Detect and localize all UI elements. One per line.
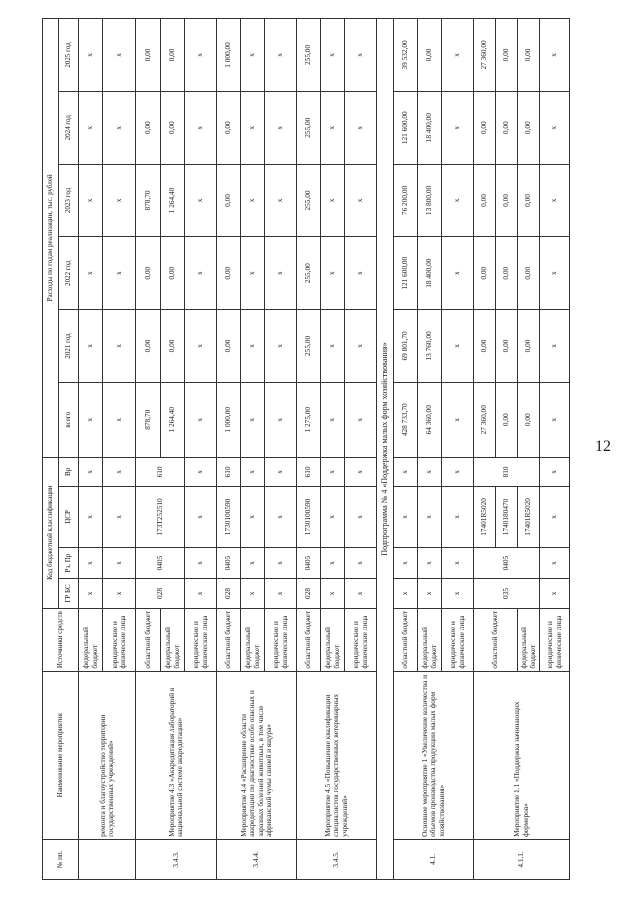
cell-x: x — [442, 164, 474, 237]
cell-x: x — [321, 382, 345, 457]
cell-name: Мероприятие 4.3 «Аккредитация лабораторий в национальной системе аккредитации» — [136, 671, 217, 839]
expenses-table — [42, 18, 570, 880]
table-row — [217, 19, 241, 880]
cell-x: x — [345, 457, 377, 486]
cell-x: x — [345, 164, 377, 237]
cell-x: x — [345, 19, 377, 92]
cell-x: x — [540, 19, 570, 92]
cell-name: Мероприятие 4.5 «Повышение квалификации специалистов государственных ветеринарных учреждений» — [297, 671, 377, 839]
cell-2022: 0,00 — [474, 237, 496, 310]
cell-total: 428 733,70 — [394, 382, 418, 457]
cell-x: x — [241, 164, 265, 237]
cell-x: x — [321, 310, 345, 383]
cell-source: юридические и физические лица — [345, 608, 377, 671]
cell-no: 3.4.4. — [217, 839, 297, 879]
cell-2021: 0,00 — [518, 310, 540, 383]
cell-x: x — [442, 91, 474, 164]
cell-x: x — [241, 547, 265, 578]
header-name: Наименование мероприятия — [43, 671, 79, 839]
cell-2021: 255,00 — [297, 310, 321, 383]
header-2022: 2022 год — [59, 237, 79, 310]
cell-source: федеральный бюджет — [161, 608, 185, 671]
table-row — [79, 19, 103, 880]
header-rzpr: Рз, Пр — [59, 547, 79, 578]
cell-x: x — [103, 579, 136, 608]
cell-2023: 1 264,40 — [161, 164, 185, 237]
cell-2023: 13 800,00 — [418, 164, 442, 237]
cell-x: x — [265, 19, 297, 92]
cell-csr: 17401R5020 — [474, 487, 496, 548]
cell-x: x — [185, 164, 217, 237]
cell-x: x — [241, 487, 265, 548]
cell-x: x — [103, 310, 136, 383]
cell-x: x — [79, 457, 103, 486]
cell-x: x — [265, 457, 297, 486]
cell-source: юридические и физические лица — [185, 608, 217, 671]
cell-source: областной бюджет — [297, 608, 321, 671]
cell-vr: 810 — [474, 457, 540, 486]
cell-x: x — [345, 310, 377, 383]
cell-rzpr: 0405 — [474, 547, 540, 578]
cell-source: юридические и физические лица — [103, 608, 136, 671]
cell-x: x — [265, 547, 297, 578]
header-source: Источники средств — [43, 608, 79, 671]
cell-x: x — [345, 237, 377, 310]
cell-grbs: 028 — [217, 579, 241, 608]
header-grbs: ГР БС — [59, 579, 79, 608]
cell-x: x — [241, 91, 265, 164]
cell-name: Мероприятие 4.4 «Расширение области аккредитации по диагностике особо опасных и заразных болезней животных, в том числе африканской чумы свиней и ящура» — [217, 671, 297, 839]
cell-x: x — [442, 547, 474, 578]
cell-x: x — [185, 310, 217, 383]
cell-2021: 0,00 — [217, 310, 241, 383]
cell-2024: 0,00 — [217, 91, 241, 164]
cell-x: x — [540, 237, 570, 310]
table-row — [474, 19, 496, 880]
cell-x: x — [321, 579, 345, 608]
cell-x: x — [265, 310, 297, 383]
cell-2021: 0,00 — [136, 310, 161, 383]
cell-source: федеральный бюджет — [418, 608, 442, 671]
cell-source: юридические и физические лица — [265, 608, 297, 671]
header-no: № пп. — [43, 839, 79, 879]
cell-x: x — [79, 237, 103, 310]
header-2024: 2024 год — [59, 91, 79, 164]
cell-2021: 0,00 — [496, 310, 518, 383]
cell-vr: 610 — [136, 457, 185, 486]
cell-x: x — [185, 487, 217, 548]
header-row — [43, 19, 59, 880]
cell-x: x — [442, 310, 474, 383]
cell-x: x — [79, 91, 103, 164]
cell-name: Основное мероприятие 1 «Увеличение количества и объемов производства продукции малых форм хозяйствования» — [394, 671, 474, 839]
cell-x: x — [241, 19, 265, 92]
cell-total: 1 000,00 — [217, 382, 241, 457]
header-vr: Вр — [59, 457, 79, 486]
cell-x: x — [321, 164, 345, 237]
header-csr: ЦСР — [59, 487, 79, 548]
cell-no: 3.4.3. — [136, 839, 217, 879]
cell-2021: 13 760,00 — [418, 310, 442, 383]
cell-source: юридические и физические лица — [540, 608, 570, 671]
cell-2022: 0,00 — [496, 237, 518, 310]
cell-2022: 121 600,00 — [394, 237, 418, 310]
cell-x: x — [103, 91, 136, 164]
cell-2022: 0,00 — [161, 237, 185, 310]
cell-2024: 121 600,00 — [394, 91, 418, 164]
header-2025: 2025 год — [59, 19, 79, 92]
cell-vr: 610 — [217, 457, 241, 486]
table-row — [136, 19, 161, 880]
cell-total: 1 264,40 — [161, 382, 185, 457]
cell-x: x — [103, 164, 136, 237]
cell-x: x — [418, 487, 442, 548]
cell-x: x — [345, 579, 377, 608]
cell-x: x — [79, 579, 103, 608]
cell-grbs: 028 — [136, 579, 185, 608]
cell-rzpr: 0405 — [217, 547, 241, 578]
cell-2022: 0,00 — [518, 237, 540, 310]
cell-csr: 1730100590 — [297, 487, 321, 548]
cell-source: федеральный бюджет — [241, 608, 265, 671]
cell-x: x — [418, 457, 442, 486]
cell-2022: 0,00 — [136, 237, 161, 310]
cell-x: x — [79, 487, 103, 548]
subprogram-row — [377, 19, 394, 880]
header-total: всего — [59, 382, 79, 457]
cell-x: x — [79, 164, 103, 237]
cell-x: x — [103, 457, 136, 486]
cell-2023: 0,00 — [474, 164, 496, 237]
cell-no — [79, 839, 136, 879]
cell-x: x — [345, 547, 377, 578]
cell-x: x — [265, 164, 297, 237]
cell-2024: 0,00 — [518, 91, 540, 164]
cell-x: x — [241, 310, 265, 383]
cell-x: x — [103, 382, 136, 457]
cell-2025: 0,00 — [518, 19, 540, 92]
cell-x: x — [442, 382, 474, 457]
cell-name: Мероприятие 1.1 «Поддержка начинающих фермеров» — [474, 671, 570, 839]
cell-name: ремонта и благоустройство территории государственных учреждений» — [79, 671, 136, 839]
cell-x: x — [540, 487, 570, 548]
cell-2021: 69 801,70 — [394, 310, 418, 383]
cell-x: x — [394, 487, 418, 548]
cell-x: x — [265, 237, 297, 310]
cell-2021: 0,00 — [161, 310, 185, 383]
cell-2021: 0,00 — [474, 310, 496, 383]
cell-vr: 610 — [297, 457, 321, 486]
header-2023: 2023 год — [59, 164, 79, 237]
cell-csr: 1730100590 — [217, 487, 241, 548]
cell-2025: 0,00 — [496, 19, 518, 92]
cell-x: x — [418, 547, 442, 578]
cell-2025: 0,00 — [418, 19, 442, 92]
cell-grbs: 028 — [297, 579, 321, 608]
cell-x: x — [103, 547, 136, 578]
cell-total: 878,70 — [136, 382, 161, 457]
cell-x: x — [185, 547, 217, 578]
cell-x: x — [241, 457, 265, 486]
page-number: 12 — [595, 438, 611, 455]
cell-x: x — [394, 579, 418, 608]
cell-rzpr: 0405 — [297, 547, 321, 578]
cell-2023: 0,00 — [217, 164, 241, 237]
cell-x: x — [442, 237, 474, 310]
cell-x: x — [321, 19, 345, 92]
cell-x: x — [185, 579, 217, 608]
cell-total: 0,00 — [518, 382, 540, 457]
cell-csr: 173Т252510 — [136, 487, 185, 548]
cell-x: x — [540, 164, 570, 237]
cell-x: x — [540, 457, 570, 486]
cell-2024: 0,00 — [474, 91, 496, 164]
cell-x: x — [265, 579, 297, 608]
cell-x: x — [265, 382, 297, 457]
cell-2025: 0,00 — [136, 19, 161, 92]
cell-x: x — [185, 382, 217, 457]
cell-source: областной бюджет — [136, 608, 161, 671]
cell-2024: 255,00 — [297, 91, 321, 164]
table-row — [297, 19, 321, 880]
cell-x: x — [265, 487, 297, 548]
cell-2025: 39 532,00 — [394, 19, 418, 92]
cell-x: x — [321, 91, 345, 164]
cell-x: x — [103, 237, 136, 310]
cell-x: x — [103, 19, 136, 92]
cell-2022: 0,00 — [217, 237, 241, 310]
cell-x: x — [540, 382, 570, 457]
cell-2025: 255,00 — [297, 19, 321, 92]
cell-source: юридические и физические лица — [442, 608, 474, 671]
cell-2025: 27 360,00 — [474, 19, 496, 92]
subprogram-title: Подпрограмма № 4 «Поддержка малых форм хозяйствования» — [377, 19, 394, 880]
cell-x: x — [185, 91, 217, 164]
cell-no: 3.4.5. — [297, 839, 377, 879]
cell-x: x — [79, 382, 103, 457]
cell-2023: 0,00 — [518, 164, 540, 237]
cell-x: x — [185, 19, 217, 92]
cell-2024: 0,00 — [161, 91, 185, 164]
table-row — [394, 19, 418, 880]
cell-source: федеральный бюджет — [79, 608, 103, 671]
cell-x: x — [321, 487, 345, 548]
cell-x: x — [442, 19, 474, 92]
cell-source: федеральный бюджет — [321, 608, 345, 671]
cell-x: x — [394, 457, 418, 486]
cell-x: x — [394, 547, 418, 578]
cell-x: x — [540, 579, 570, 608]
cell-2025: 1 000,00 — [217, 19, 241, 92]
cell-total: 64 360,00 — [418, 382, 442, 457]
cell-x: x — [321, 237, 345, 310]
cell-x: x — [241, 237, 265, 310]
header-2021: 2021 год — [59, 310, 79, 383]
cell-x: x — [103, 487, 136, 548]
cell-total: 27 360,00 — [474, 382, 496, 457]
cell-x: x — [79, 310, 103, 383]
cell-x: x — [418, 579, 442, 608]
cell-2024: 0,00 — [136, 91, 161, 164]
cell-grbs: 035 — [474, 579, 540, 608]
cell-2022: 255,00 — [297, 237, 321, 310]
cell-x: x — [185, 457, 217, 486]
cell-total: 0,00 — [496, 382, 518, 457]
cell-x: x — [442, 579, 474, 608]
cell-2022: 18 400,00 — [418, 237, 442, 310]
cell-no: 4.1.1. — [474, 839, 570, 879]
cell-2023: 76 200,00 — [394, 164, 418, 237]
cell-2025: 0,00 — [161, 19, 185, 92]
cell-source: областной бюджет — [394, 608, 418, 671]
cell-x: x — [540, 91, 570, 164]
cell-no: 4.1. — [394, 839, 474, 879]
cell-2024: 18 400,00 — [418, 91, 442, 164]
cell-x: x — [79, 547, 103, 578]
cell-x: x — [345, 487, 377, 548]
cell-source: областной бюджет — [217, 608, 241, 671]
cell-x: x — [79, 19, 103, 92]
cell-2023: 878,70 — [136, 164, 161, 237]
cell-x: x — [345, 382, 377, 457]
cell-2023: 255,00 — [297, 164, 321, 237]
cell-x: x — [321, 547, 345, 578]
cell-x: x — [540, 547, 570, 578]
header-budget-classification: Код бюджетной классификации — [43, 457, 59, 608]
cell-source: федеральный бюджет — [518, 608, 540, 671]
cell-2023: 0,00 — [496, 164, 518, 237]
cell-2024: 0,00 — [496, 91, 518, 164]
header-expenses: Расходы по годам реализации, тыс. рублей — [43, 19, 59, 458]
cell-x: x — [321, 457, 345, 486]
cell-x: x — [442, 487, 474, 548]
cell-x: x — [442, 457, 474, 486]
cell-x: x — [540, 310, 570, 383]
cell-csr: 1740180470 — [496, 487, 518, 548]
cell-source: областной бюджет — [474, 608, 518, 671]
cell-x: x — [265, 91, 297, 164]
cell-x: x — [185, 237, 217, 310]
cell-csr: 17401R5020 — [518, 487, 540, 548]
cell-x: x — [241, 382, 265, 457]
cell-total: 1 275,00 — [297, 382, 321, 457]
cell-rzpr: 0405 — [136, 547, 185, 578]
cell-x: x — [345, 91, 377, 164]
cell-x: x — [241, 579, 265, 608]
